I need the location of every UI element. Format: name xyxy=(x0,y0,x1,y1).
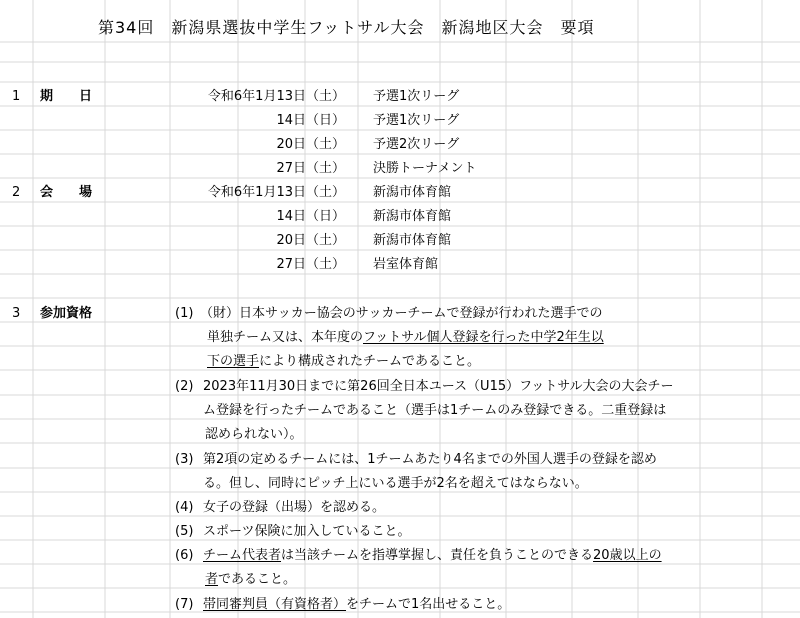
venue-date: 令和6年1月13日（土） xyxy=(207,185,345,200)
item-number: (7) xyxy=(175,597,194,612)
eligibility-line: 認められない）。 xyxy=(205,427,303,442)
eligibility-line: （財）日本サッカー協会のサッカーチームで登録が行われた選手での xyxy=(200,306,603,321)
eligibility-line: 単独チーム又は、本年度のフットサル個人登録を行った中学2年生以 xyxy=(207,330,604,345)
eligibility-line: ム登録を行ったチームであること（選手は1チームのみ登録できる。二重登録は xyxy=(203,403,667,418)
section-number: 1 xyxy=(12,89,21,104)
section-label-dates: 期 日 xyxy=(40,89,93,104)
eligibility-line: 2023年11月30日までに第26回全日本ユース（U15）フットサル大会の大会チー xyxy=(203,379,674,394)
underlined-text: 20歳以上の xyxy=(593,548,662,563)
eligibility-line: 者であること。 xyxy=(205,572,297,587)
schedule-event: 予選1次リーグ xyxy=(373,113,460,128)
item-number: (4) xyxy=(175,500,194,515)
venue-date: 14日（日） xyxy=(276,209,345,224)
schedule-event: 予選1次リーグ xyxy=(373,89,460,104)
eligibility-line: る。但し、同時にピッチ上にいる選手が2名を超えてはならない。 xyxy=(203,476,588,491)
section-label-venue: 会 場 xyxy=(40,185,93,200)
venue-date: 20日（土） xyxy=(276,233,345,248)
section-label-eligibility: 参加資格 xyxy=(40,306,93,321)
section-number: 3 xyxy=(12,306,21,321)
underlined-text: フットサル個人登録を行った中学2年生以 xyxy=(363,330,604,345)
page-title: 第34回 新潟県選抜中学生フットサル大会 新潟地区大会 要項 xyxy=(98,18,595,37)
eligibility-line: チーム代表者は当該チームを指導掌握し、責任を負うことのできる20歳以上の xyxy=(203,548,662,563)
item-number: (5) xyxy=(175,524,194,539)
schedule-date: 14日（日） xyxy=(276,113,345,128)
schedule-event: 決勝トーナメント xyxy=(373,161,477,176)
section-number: 2 xyxy=(12,185,21,200)
venue-name: 岩室体育館 xyxy=(373,257,439,272)
eligibility-line: 第2項の定めるチームには、1チームあたり4名までの外国人選手の登録を認め xyxy=(203,452,657,467)
venue-name: 新潟市体育館 xyxy=(373,185,452,200)
eligibility-line: 女子の登録（出場）を認める。 xyxy=(203,500,386,515)
item-number: (1) xyxy=(175,306,194,321)
schedule-date: 20日（土） xyxy=(276,137,345,152)
venue-name: 新潟市体育館 xyxy=(373,233,452,248)
underlined-text: 帯同審判員（有資格者） xyxy=(203,597,347,612)
schedule-date: 27日（土） xyxy=(276,161,345,176)
schedule-date: 令和6年1月13日（土） xyxy=(207,89,345,104)
venue-date: 27日（土） xyxy=(276,257,345,272)
underlined-text: 者 xyxy=(205,572,219,587)
underlined-text: チーム代表者 xyxy=(203,548,282,563)
eligibility-line: スポーツ保険に加入していること。 xyxy=(203,524,411,539)
item-number: (6) xyxy=(175,548,194,563)
item-number: (3) xyxy=(175,452,194,467)
schedule-event: 予選2次リーグ xyxy=(373,137,460,152)
eligibility-line: 下の選手により構成されたチームであること。 xyxy=(207,354,481,369)
underlined-text: 下の選手 xyxy=(207,354,260,369)
eligibility-line: 帯同審判員（有資格者）をチームで1名出せること。 xyxy=(203,597,511,612)
venue-name: 新潟市体育館 xyxy=(373,209,452,224)
item-number: (2) xyxy=(175,379,194,394)
